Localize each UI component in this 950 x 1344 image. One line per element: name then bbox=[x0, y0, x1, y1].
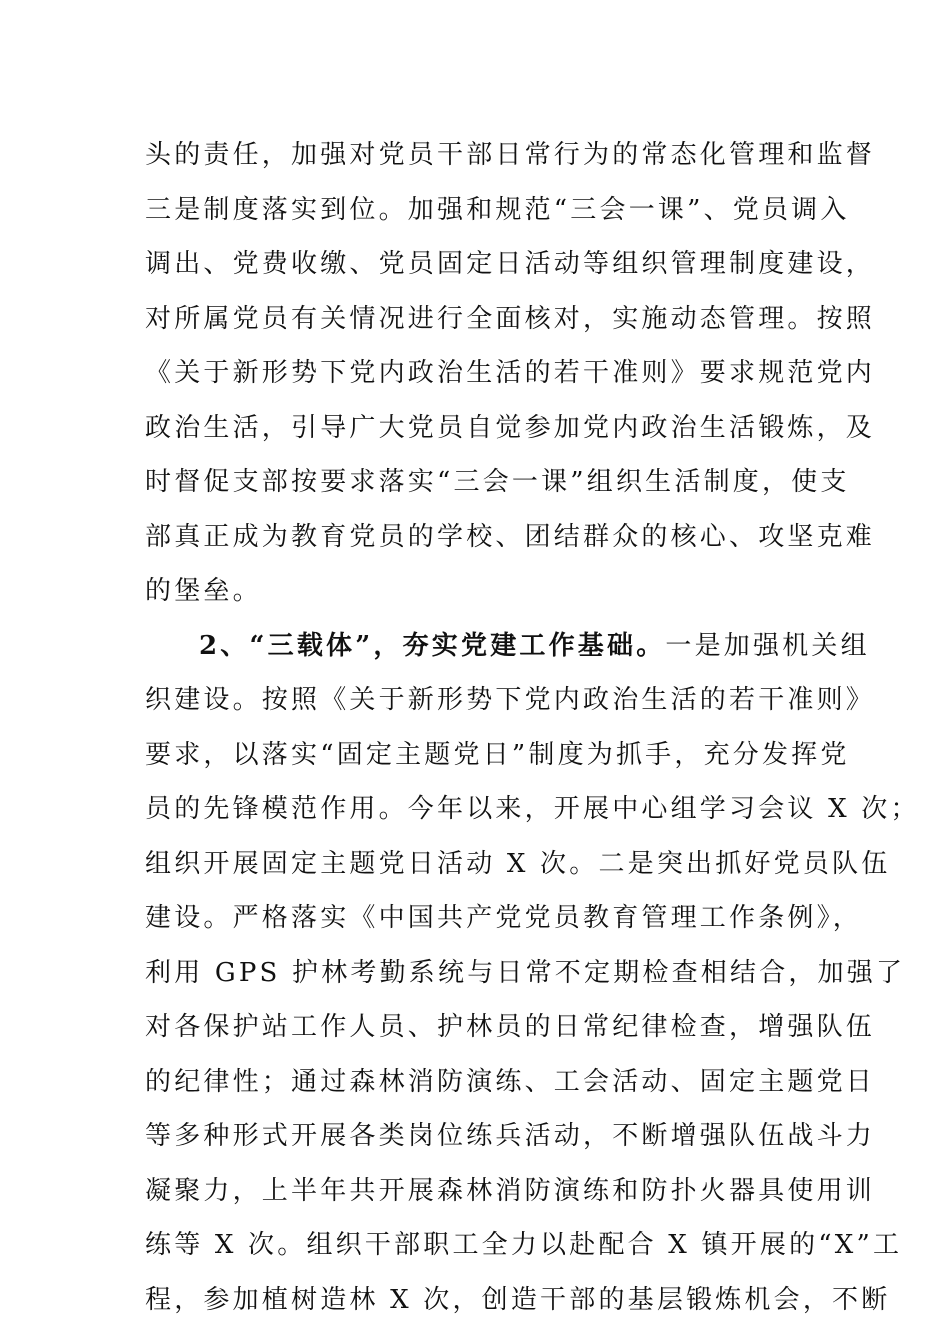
text-line: 的纪律性；通过森林消防演练、工会活动、固定主题党日 bbox=[145, 1066, 876, 1097]
text-line: 三是制度落实到位。加强和规范“三会一课”、党员调入 bbox=[145, 194, 850, 225]
text-line: 对各保护站工作人员、护林员的日常纪律检查，增强队伍 bbox=[145, 1012, 876, 1042]
text-line: 练等 X 次。组织干部职工全力以赴配合 X 镇开展的“X”工 bbox=[145, 1230, 903, 1260]
text-line: 的堡垒。 bbox=[145, 576, 262, 606]
text-line: 利用 GPS 护林考勤系统与日常不定期检查相结合，加强了 bbox=[145, 957, 906, 988]
section-heading-line bbox=[145, 619, 870, 674]
text-line: 对所属党员有关情况进行全面核对，实施动态管理。按照 bbox=[145, 303, 876, 334]
text-line: 《关于新形势下党内政治生活的若干准则》要求规范党内 bbox=[145, 358, 876, 388]
text-line: 建设。严格落实《中国共产党党员教育管理工作条例》， bbox=[145, 903, 863, 933]
text-line: 头的责任，加强对党员干部日常行为的常态化管理和监督 bbox=[145, 140, 876, 170]
text-line: 政治生活，引导广大党员自觉参加党内政治生活锻炼，及 bbox=[145, 412, 876, 443]
text-line: 织建设。按照《关于新形势下党内政治生活的若干准则》 bbox=[145, 685, 876, 715]
text-line: 员的先锋模范作用。今年以来，开展中心组学习会议 X 次； bbox=[145, 794, 920, 824]
text-line: 要求，以落实“固定主题党日”制度为抓手，充分发挥党 bbox=[145, 739, 850, 770]
section-heading: 2、“三载体”，夯实党建工作基础。 bbox=[199, 630, 666, 661]
text-line: 程，参加植树造林 X 次，创造干部的基层锻炼机会，不断 bbox=[145, 1284, 891, 1315]
text-line: 部真正成为教育党员的学校、团结群众的核心、攻坚克难 bbox=[145, 521, 876, 552]
body-text bbox=[145, 128, 920, 1327]
text-line: 凝聚力，上半年共开展森林消防演练和防扑火器具使用训 bbox=[145, 1175, 876, 1206]
section-heading-continuation: 一是加强机关组 bbox=[665, 630, 870, 661]
text-line: 等多种形式开展各类岗位练兵活动，不断增强队伍战斗力 bbox=[145, 1121, 876, 1151]
text-line: 时督促支部按要求落实“三会一课”组织生活制度，使支 bbox=[145, 467, 850, 497]
text-line: 调出、党费收缴、党员固定日活动等组织管理制度建设， bbox=[145, 249, 876, 279]
text-line: 组织开展固定主题党日活动 X 次。二是突出抓好党员队伍 bbox=[145, 848, 891, 879]
